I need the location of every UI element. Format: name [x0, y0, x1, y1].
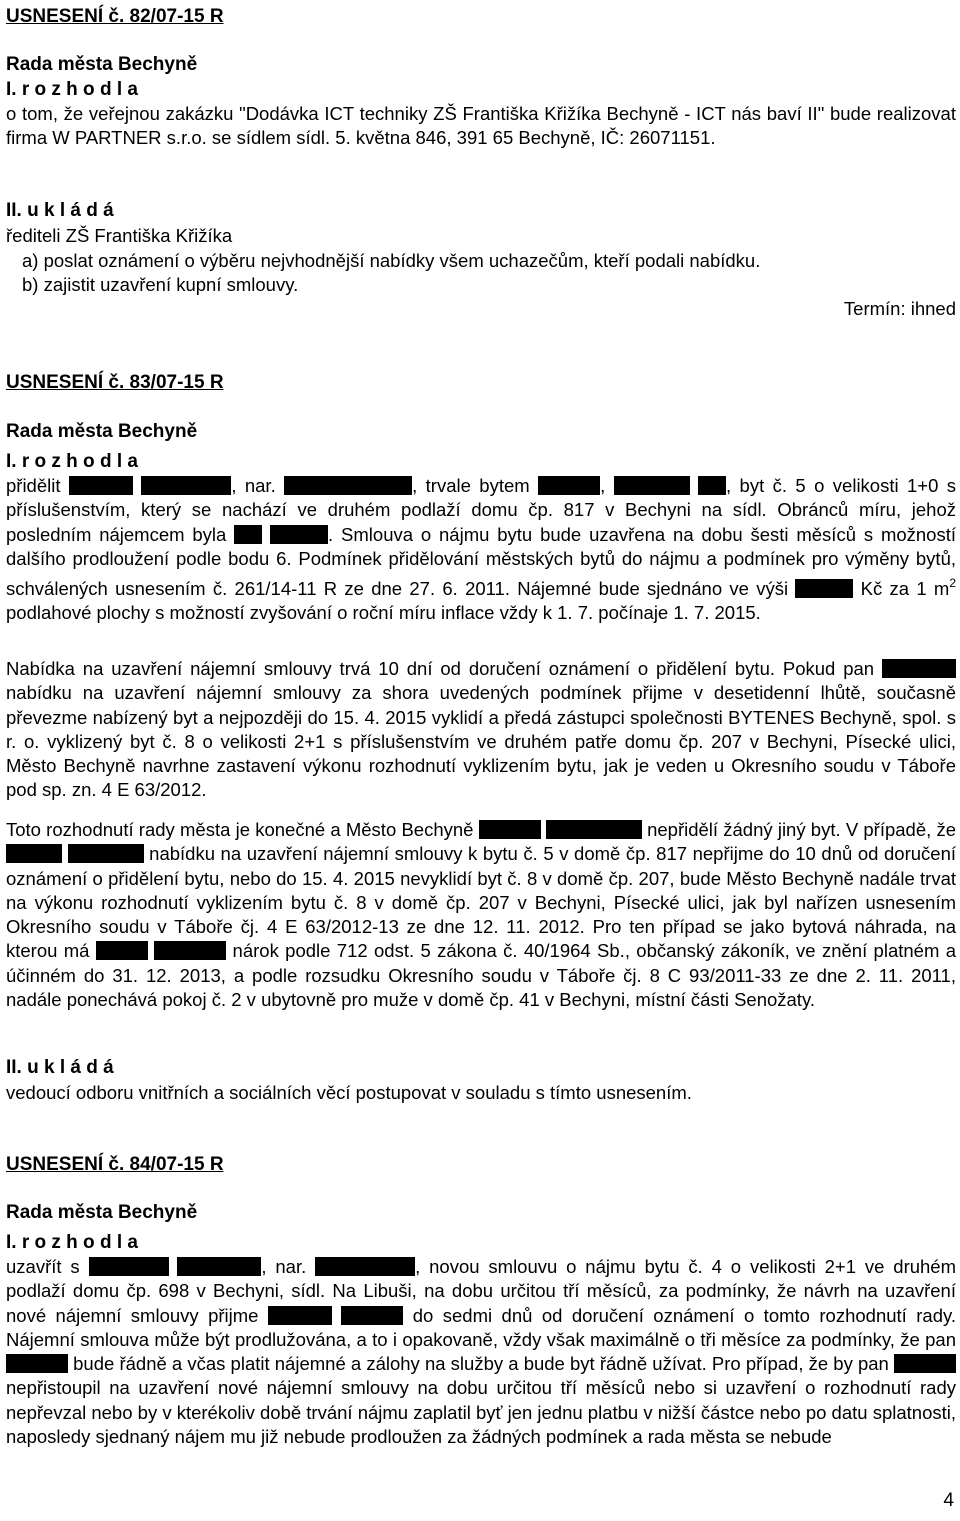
redaction — [284, 476, 412, 495]
resolution-83-council: Rada města Bechyně — [6, 421, 198, 442]
redaction — [177, 1257, 261, 1276]
redaction — [538, 476, 600, 495]
redaction — [69, 476, 133, 495]
redaction — [341, 1306, 403, 1325]
resolution-84-council: Rada města Bechyně — [6, 1202, 198, 1223]
resolution-82-section-2: II. u k l á d á — [6, 200, 114, 221]
resolution-83-section-1: I. r o z h o d l a — [6, 451, 138, 472]
resolution-83-paragraph-3: Toto rozhodnutí rady města je konečné a Město Bechyně nepřidělí žádný jiný byt. V případě, že nabídku na uzavření nájemní smlouvy k bytu č. 5 v domě čp. 817 nepřijme do 10 dnů od doručení oznámení o přidělení bytu, nebo do 15. 4. 2015 nevyklidí byt č. 8 v domě čp. 207, bude Město Bechyně nadále trvat na výkonu rozhodnutí vyklizením bytu č. 8 v domě čp. 207 v Bechyni, Písecké ulici, jak byl nařízen usnesením Okresního soudu v Táboře čj. 4 E 63/2012-13 ze dne 12. 11. 2012. Pro ten případ se jako bytová náhrada, na kterou má nárok podle 712 odst. 5 zákona č. 40/1964 Sb., občanský zákoník, ve znění platném a účinném do 31. 12. 2013, a podle rozsudku Okresního soudu v Táboře čj. 8 C 93/2011-33 ze dne 2. 11. 2011, nadále ponechává pokoj č. 2 v ubytovně pro muže v domě čp. 41 v Bechyni, místní části Senožaty. — [6, 819, 957, 1011]
redaction — [894, 1354, 956, 1373]
redaction — [614, 476, 690, 495]
redaction — [795, 579, 853, 598]
redaction — [6, 1354, 68, 1373]
resolution-82-text: o tom, že veřejnou zakázku "Dodávka ICT techniky ZŠ Františka Křižíka Bechyně - ICT nás baví II" bude realizovat firma W PARTNER s.r.o. se sídlem sídl. 5. května 846, 391 65 Bechyně, IČ: 26071151. — [6, 103, 956, 149]
resolution-84-title: USNESENÍ č. 84/07-15 R — [6, 1154, 224, 1175]
resolution-82-title: USNESENÍ č. 82/07-15 R — [6, 6, 224, 27]
resolution-83-paragraph-1: přidělit , nar. , trvale bytem , , byt č. 5 o velikosti 1+0 s příslušenstvím, který se nachází ve druhém podlaží domu čp. 817 v Bechyni na sídl. Obránců míru, jehož posledním nájemcem byla . Smlouva o nájmu bytu bude uzavřena na dobu šesti měsíců s možností dalšího prodloužení podle bodu 6. Podmínek přidělování městských bytů do nájmu a podmínek pro výměny bytů, schválených usnesením č. 261/14-11 R ze dne 27. 6. 2011. Nájemné bude sjednáno ve výši Kč za 1 $m^2$ podlahové plochy s možností zvyšování o roční míru inflace vždy k 1. 7. počínaje 1. 7. 2015. — [6, 475, 957, 624]
resolution-84-section-1: I. r o z h o d l a — [6, 1232, 138, 1253]
redaction — [882, 659, 956, 678]
redaction — [268, 1306, 332, 1325]
resolution-83-section-2: II. u k l á d á — [6, 1057, 114, 1078]
redaction — [6, 844, 62, 863]
redaction — [698, 476, 726, 495]
redaction — [89, 1257, 169, 1276]
redaction — [96, 941, 148, 960]
resolution-82-council: Rada města Bechyně — [6, 54, 198, 75]
resolution-84-paragraph-1: uzavřít s , nar. , novou smlouvu o nájmu bytu č. 4 o velikosti 2+1 ve druhém podlaží domu čp. 698 v Bechyni, sídl. Na Libuši, na dobu určitou tří měsíců, za podmínky, že návrh na uzavření nové nájemní smlouvy přijme do sedmi dnů od doručení oznámení o tomto rozhodnutí rady. Nájemní smlouva může být prodlužována, a to i opakovaně, vždy však maximálně o tři měsíce za podmínky, že pan bude řádně a včas platit nájemné a zálohy na služby a bude byt řádně užívat. Pro případ, že by pan nepřistoupil na uzavření nové nájemní smlouvy na dobu určitou tří měsíců nebo si uzavření o rozhodnutí rady nepřevzal nebo by v kterékoliv době trvání nájmu zaplatil byť jen jednu platbu v nižší částce nebo po datu splatnosti, naposledy sjednaný nájem mu již nebude prodloužen za žádných podmínek a rada města se nebude — [6, 1256, 957, 1448]
resolution-82-deadline: Termín: ihned — [843, 298, 956, 319]
redaction — [546, 820, 642, 839]
resolution-82-section-1: I. r o z h o d l a — [6, 79, 138, 100]
page-number: 4 — [943, 1490, 954, 1511]
redaction — [270, 525, 328, 544]
resolution-82-recipient: řediteli ZŠ Františka Křižíka — [6, 225, 233, 246]
resolution-82-item-a: a) poslat oznámení o výběru nejvhodnější nabídky všem uchazečům, kteří podali nabídku. — [22, 250, 761, 271]
redaction — [234, 525, 262, 544]
redaction — [479, 820, 541, 839]
redaction — [154, 941, 226, 960]
resolution-83-paragraph-2: Nabídka na uzavření nájemní smlouvy trvá 10 dní od doručení oznámení o přidělení bytu. Pokud pan nabídku na uzavření nájemní smlouvy za shora uvedených podmínek přijme v desetidenní lhůtě, současně převezme nabízený byt a nejpozději do 15. 4. 2015 vyklidí a předá zástupci společnosti BYTENES Bechyně, spol. s r. o. vyklizený byt č. 8 o velikosti 2+1 s příslušenstvím ve druhém patře domu čp. 207 v Bechyni, Písecké ulici, Město Bechyně navrhne zastavení výkonu rozhodnutí vyklizením bytu, jak je veden u Okresního soudu v Táboře pod sp. zn. 4 E 63/2012. — [6, 658, 956, 801]
resolution-83-title: USNESENÍ č. 83/07-15 R — [6, 372, 224, 393]
redaction — [315, 1257, 415, 1276]
resolution-83-paragraph-4: vedoucí odboru vnitřních a sociálních věcí postupovat v souladu s tímto usnesením. — [6, 1082, 692, 1103]
redaction — [141, 476, 231, 495]
redaction — [68, 844, 144, 863]
resolution-82-item-b: b) zajistit uzavření kupní smlouvy. — [22, 274, 299, 295]
